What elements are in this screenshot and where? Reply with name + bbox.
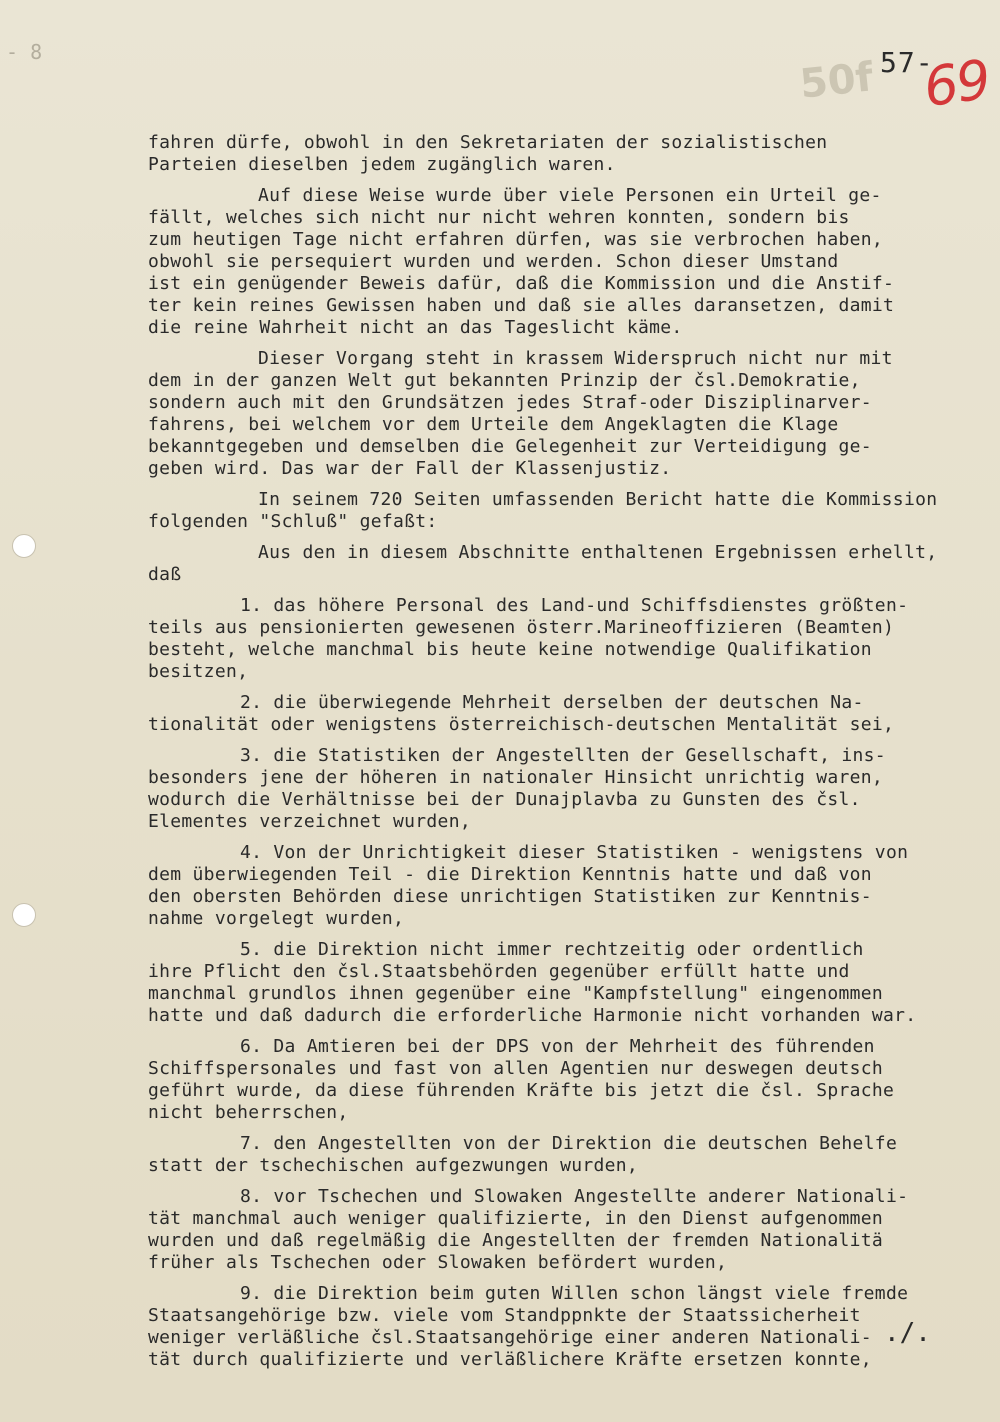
text-line: die reine Wahrheit nicht an das Tageslicht käme. [148, 317, 683, 338]
text-line: 6. Da Amtieren bei der DPS von der Mehrheit des führenden [240, 1036, 875, 1057]
text-line: 2. die überwiegende Mehrheit derselben der deutschen Na- [240, 692, 864, 713]
text-line: besteht, welche manchmal bis heute keine notwendige Qualifikation [148, 639, 872, 660]
text-line: nahme vorgelegt wurden, [148, 908, 405, 929]
text-line: ist ein genügender Beweis dafür, daß die Kommission und die Anstif- [148, 273, 895, 294]
text-line: Auf diese Weise wurde über viele Personen ein Urteil ge- [258, 185, 882, 206]
continuation-mark: ./. [884, 1318, 931, 1348]
text-line: früher als Tschechen oder Slowaken befördert wurden, [148, 1252, 728, 1273]
text-line: weniger verläßliche čsl.Staatsangehörige einer anderen Nationali- [148, 1327, 872, 1348]
text-line: wodurch die Verhältnisse bei der Dunajplavba zu Gunsten des čsl. [148, 789, 861, 810]
text-line: Schiffspersonales und fast von allen Agentien nur deswegen deutsch [148, 1058, 884, 1079]
text-line: 1. das höhere Personal des Land-und Schiffsdienstes größten- [240, 595, 909, 616]
text-line: obwohl sie persequiert wurden und werden. Schon dieser Umstand [148, 251, 839, 272]
text-line: tionalität oder wenigstens österreichisch-deutschen Mentalität sei, [148, 714, 895, 735]
text-line: Elementes verzeichnet wurden, [148, 811, 471, 832]
text-line: ihre Pflicht den čsl.Staatsbehörden gegenüber erfüllt hatte und [148, 961, 850, 982]
text-line: nicht beherrschen, [148, 1102, 349, 1123]
text-line: Staatsangehörige bzw. viele vom Standppnkte der Staatssicherheit [148, 1305, 861, 1326]
faint-stamp-number: 50f [797, 54, 876, 108]
text-line: 9. die Direktion beim guten Willen schon längst viele fremde [240, 1283, 909, 1304]
text-line: teils aus pensionierten gewesenen österr.Marineoffizieren (Beamten) [148, 617, 895, 638]
text-line: ter kein reines Gewissen haben und daß sie alles daransetzen, damit [148, 295, 895, 316]
text-line: In seinem 720 Seiten umfassenden Bericht hatte die Kommission [258, 489, 938, 510]
text-line: tät durch qualifizierte und verläßlichere Kräfte ersetzen konnte, [148, 1349, 872, 1370]
text-line: 7. den Angestellten von der Direktion die deutschen Behelfe [240, 1133, 898, 1154]
text-line: statt der tschechischen aufgezwungen wurden, [148, 1155, 639, 1176]
text-line: zum heutigen Tage nicht erfahren dürfen, was sie verbrochen haben, [148, 229, 884, 250]
text-line: Dieser Vorgang steht in krassem Widerspruch nicht nur mit [258, 348, 893, 369]
text-line: bekanntgegeben und demselben die Gelegenheit zur Verteidigung ge- [148, 436, 872, 457]
text-line: dem überwiegenden Teil - die Direktion Kenntnis hatte und daß von [148, 864, 872, 885]
text-line: dem in der ganzen Welt gut bekannten Prinzip der čsl.Demokratie, [148, 370, 861, 391]
punch-hole-top [12, 534, 36, 558]
punch-hole-bottom [12, 903, 36, 927]
corner-page-mark: - 8 [6, 40, 43, 64]
text-line: den obersten Behörden diese unrichtigen Statistiken zur Kenntnis- [148, 886, 872, 907]
text-line: 8. vor Tschechen und Slowaken Angestellte anderer Nationali- [240, 1186, 909, 1207]
text-line: folgenden "Schluß" gefaßt: [148, 511, 438, 532]
text-line: manchmal grundlos ihnen gegenüber eine "Kampfstellung" eingenommen [148, 983, 884, 1004]
text-line: geben wird. Das war der Fall der Klassenjustiz. [148, 458, 672, 479]
text-line: Parteien dieselben jedem zugänglich waren. [148, 154, 616, 175]
text-line: wurden und daß regelmäßig die Angestellten der fremden Nationalitä [148, 1230, 884, 1251]
text-line: fällt, welches sich nicht nur nicht wehren konnten, sondern bis [148, 207, 850, 228]
typed-folio-number: 57- [880, 46, 934, 79]
text-line: 5. die Direktion nicht immer rechtzeitig oder ordentlich [240, 939, 864, 960]
text-line: sondern auch mit den Grundsätzen jedes Straf-oder Disziplinarver- [148, 392, 872, 413]
text-line: tät manchmal auch weniger qualifizierte, in den Dienst aufgenommen [148, 1208, 884, 1229]
text-line: besonders jene der höheren in nationaler Hinsicht unrichtig waren, [148, 767, 884, 788]
text-line: hatte und daß dadurch die erforderliche Harmonie nicht vorhanden war. [148, 1005, 917, 1026]
text-line: daß [148, 564, 182, 585]
text-line: fahrens, bei welchem vor dem Urteile dem Angeklagten die Klage [148, 414, 839, 435]
red-folio-number: 69 [919, 47, 993, 120]
text-line: Aus den in diesem Abschnitte enthaltenen Ergebnissen erhellt, [258, 542, 938, 563]
text-line: 3. die Statistiken der Angestellten der Gesellschaft, ins- [240, 745, 886, 766]
text-line: geführt wurde, da diese führenden Kräfte bis jetzt die čsl. Sprache [148, 1080, 895, 1101]
text-line: 4. Von der Unrichtigkeit dieser Statistiken - wenigstens von [240, 842, 909, 863]
text-line: besitzen, [148, 661, 249, 682]
text-line: fahren dürfe, obwohl in den Sekretariaten der sozialistischen [148, 132, 828, 153]
